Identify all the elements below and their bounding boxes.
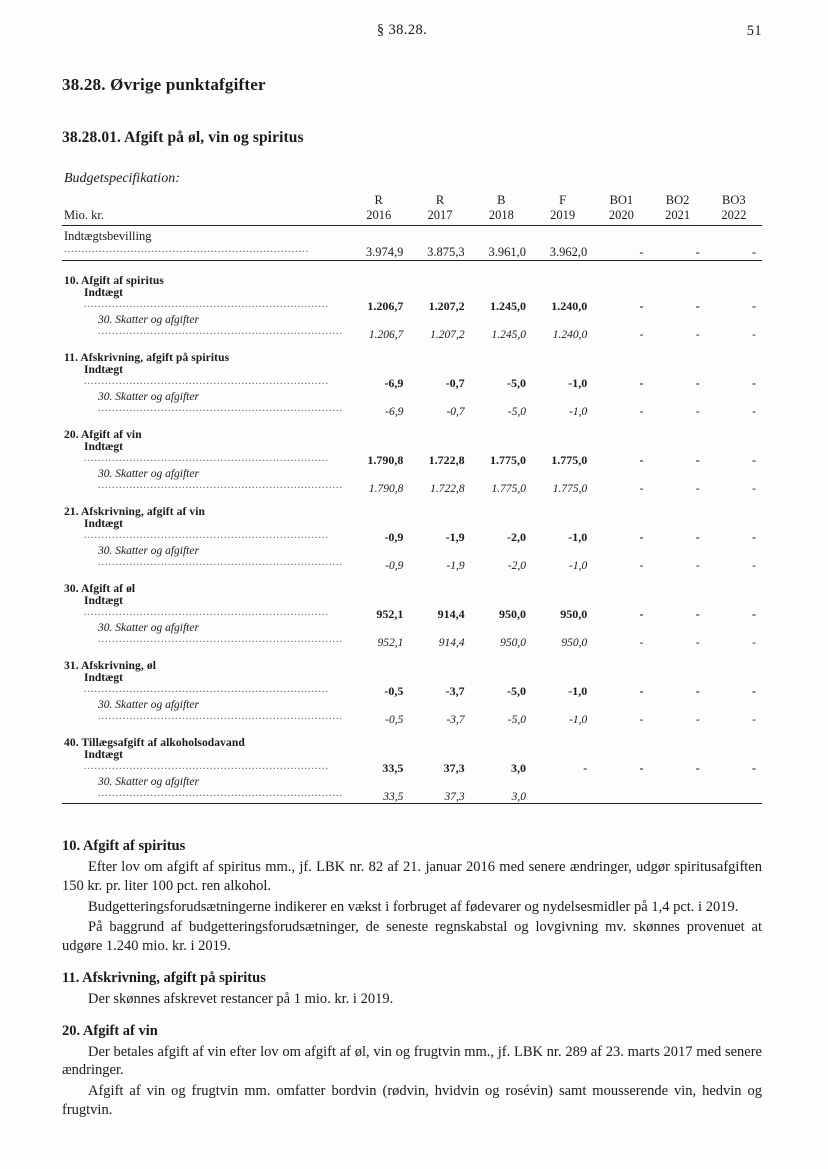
- page-content: [62, 22, 762, 1122]
- table-rule-bottom: [62, 804, 762, 808]
- table-cell-value: [348, 418, 409, 441]
- table-row: [62, 622, 762, 649]
- prose-paragraph: Afgift af vin og frugtvin mm. omfatter bordvin (rødvin, hvidvin og rosévin) samt mousserende vin, hedvin og frugtvin.: [62, 1083, 762, 1119]
- leader-dots: ......................................................................: [84, 299, 329, 310]
- table-cell-value: [532, 649, 593, 672]
- table-cell-value: -: [695, 245, 700, 259]
- table-cell-value: [650, 341, 706, 364]
- table-cell-value: -: [639, 245, 644, 259]
- table-cell-value: [706, 572, 762, 595]
- table-cell-value: [532, 418, 593, 441]
- table-cell-value: -: [583, 761, 588, 775]
- table-cell-value: -: [639, 453, 644, 467]
- table-cell-value: -: [752, 637, 756, 649]
- table-row-group-header: [62, 572, 762, 595]
- table-cell-value: [593, 341, 649, 364]
- table-cell-value: [706, 418, 762, 441]
- table-row-group-header: [62, 264, 762, 287]
- table-cell-value: 3.875,3: [427, 245, 465, 259]
- table-row-group-header: [62, 649, 762, 672]
- table-cell-value: -3,7: [445, 684, 465, 698]
- table-row: [62, 314, 762, 341]
- table-cell-value: -1,0: [569, 406, 588, 418]
- table-cell-value: 1.790,8: [367, 453, 404, 467]
- table-cell-value: -: [639, 329, 644, 341]
- table-cell-value: -6,9: [384, 376, 404, 390]
- table-cell-value: -1,9: [446, 560, 465, 572]
- table-row: [62, 364, 762, 391]
- leader-dots: ......................................................................: [98, 403, 343, 414]
- table-cell-value: -: [695, 607, 700, 621]
- table-cell-value: 1.722,8: [428, 453, 465, 467]
- prose-heading: 10. Afgift af spiritus: [62, 838, 186, 854]
- table-cell-value: 1.245,0: [491, 329, 526, 341]
- row-label: Indtægt......................................................................: [84, 518, 329, 541]
- column-header-top: F: [559, 193, 567, 207]
- column-header-year: 2021: [665, 208, 691, 222]
- table-cell-value: [348, 572, 409, 595]
- table-row: [62, 699, 762, 726]
- prose-container: [62, 837, 762, 1120]
- prose-paragraph: Der skønnes afskrevet restancer på 1 mio. kr. i 2019.: [88, 990, 394, 1007]
- leader-dots: ......................................................................: [98, 480, 343, 491]
- table-cell-value: -0,7: [446, 406, 465, 418]
- table-cell-value: [471, 649, 532, 672]
- table-cell-value: [650, 776, 706, 804]
- table-cell-value: [650, 264, 706, 287]
- leader-dots: ......................................................................: [84, 607, 329, 618]
- table-cell-value: [706, 776, 762, 804]
- table-cell-value: 33,5: [383, 791, 404, 803]
- row-label: Indtægt......................................................................: [84, 364, 329, 387]
- table-cell-value: 1.775,0: [489, 453, 526, 467]
- table-cell-value: -: [639, 637, 644, 649]
- table-cell-value: [593, 264, 649, 287]
- table-cell-value: [650, 495, 706, 518]
- table-row-group-header: [62, 418, 762, 441]
- rule-cell: [409, 804, 470, 808]
- prose-paragraph: På baggrund af budgetteringsforudsætninger, de seneste regnskabstal og lovgivning mv. skønnes provenuet at udgøre 1.240 mio. kr. i 2019.: [62, 919, 762, 955]
- prose-paragraph: Efter lov om afgift af spiritus mm., jf. LBK nr. 82 af 21. januar 2016 med senere ændringer, udgør spiritusafgiften 150 kr. pr. liter 100 pct. ren alkohol.: [62, 858, 762, 894]
- table-cell-value: [650, 649, 706, 672]
- table-cell-value: -0,9: [385, 560, 404, 572]
- table-cell-value: [593, 418, 649, 441]
- budget-table: [62, 193, 762, 807]
- table-cell-value: 1.240,0: [551, 299, 588, 313]
- table-cell-value: -: [695, 483, 700, 495]
- table-cell-value: [706, 649, 762, 672]
- table-cell-value: 3,0: [510, 761, 526, 775]
- leader-dots: ......................................................................: [98, 326, 343, 337]
- table-cell-value: 1.790,8: [368, 483, 404, 495]
- column-header-year: 2020: [608, 208, 634, 222]
- table-row-group-header: [62, 495, 762, 518]
- leader-dots: ......................................................................: [98, 711, 343, 722]
- table-cell-value: 1.722,8: [430, 483, 465, 495]
- table-row: [62, 441, 762, 468]
- table-cell-value: -: [695, 299, 700, 313]
- table-cell-value: -: [752, 761, 756, 775]
- table-cell-value: 950,0: [500, 637, 526, 649]
- row-label: 30. Skatter og afgifter......................................................................: [98, 314, 343, 337]
- column-header-year: 2018: [488, 208, 514, 222]
- table-cell-value: -: [695, 376, 700, 390]
- table-cell-value: 37,3: [444, 791, 465, 803]
- table-cell-value: [471, 495, 532, 518]
- row-label: Indtægt......................................................................: [84, 441, 329, 464]
- table-cell-value: -0,5: [384, 684, 404, 698]
- unit-label: Mio. kr.: [64, 208, 104, 222]
- table-cell-value: -: [752, 329, 756, 341]
- group-header-label: 30. Afgift af øl: [64, 583, 136, 595]
- column-header-year: 2017: [427, 208, 453, 222]
- table-cell-value: 1.206,7: [367, 299, 404, 313]
- group-header-label: 40. Tillægsafgift af alkoholsodavand: [64, 737, 245, 749]
- table-row: [62, 287, 762, 314]
- column-header-top: BO1: [609, 193, 634, 207]
- table-cell-value: -: [752, 406, 756, 418]
- table-cell-value: 1.240,0: [552, 329, 588, 341]
- table-cell-value: [409, 572, 470, 595]
- leader-dots: ......................................................................: [84, 376, 329, 387]
- table-cell-value: -: [639, 714, 644, 726]
- rule-cell: [471, 804, 532, 808]
- table-cell-value: 950,0: [560, 607, 588, 621]
- subchapter-heading: 38.28.01. Afgift på øl, vin og spiritus: [62, 129, 304, 146]
- table-row: [62, 595, 762, 622]
- table-cell-value: -: [751, 245, 756, 259]
- row-label: Indtægt......................................................................: [84, 595, 329, 618]
- table-cell-value: [532, 495, 593, 518]
- table-cell-value: -: [752, 560, 756, 572]
- table-cell-value: -: [695, 714, 700, 726]
- table-row-group-header: [62, 341, 762, 364]
- leader-dots: ......................................................................: [84, 530, 329, 541]
- table-row-total: [62, 229, 762, 261]
- table-cell-value: 3.962,0: [549, 245, 588, 259]
- table-cell-value: -: [752, 376, 756, 390]
- table-cell-value: [409, 264, 470, 287]
- table-cell-value: 950,0: [561, 637, 588, 649]
- table-cell-value: 3.974,9: [365, 245, 404, 259]
- table-cell-value: -6,9: [385, 406, 404, 418]
- table-cell-value: 1.206,7: [368, 329, 404, 341]
- table-cell-value: -1,0: [568, 684, 588, 698]
- table-cell-value: -: [695, 761, 700, 775]
- row-label: Indtægt......................................................................: [84, 749, 329, 772]
- table-cell-value: [593, 726, 649, 749]
- table-cell-value: 1.207,2: [428, 299, 465, 313]
- table-cell-value: [348, 341, 409, 364]
- table-cell-value: [706, 726, 762, 749]
- table-cell-value: -: [639, 684, 644, 698]
- table-cell-value: [706, 264, 762, 287]
- table-cell-value: 1.775,0: [491, 483, 526, 495]
- table-cell-value: -: [639, 761, 644, 775]
- table-cell-value: [532, 264, 593, 287]
- table-cell-value: [593, 495, 649, 518]
- prose-heading: 11. Afskrivning, afgift på spiritus: [62, 970, 266, 987]
- table-cell-value: 1.775,0: [552, 483, 588, 495]
- prose-paragraph: Budgetteringsforudsætningerne indikerer en vækst i forbruget af fødevarer og nydelsesmidler på 1,4 pct. i 2019.: [88, 898, 739, 915]
- table-row: [62, 749, 762, 776]
- table-cell-value: -: [639, 376, 644, 390]
- table-cell-value: [348, 726, 409, 749]
- table-header-row-top: [62, 193, 762, 208]
- rule-cell: [650, 804, 706, 808]
- table-cell-value: 952,1: [376, 607, 404, 621]
- table-cell-value: [471, 418, 532, 441]
- table-cell-value: -: [695, 453, 700, 467]
- running-head: [62, 22, 762, 39]
- group-header-label: 20. Afgift af vin: [64, 429, 142, 441]
- table-cell-value: [593, 649, 649, 672]
- table-cell-value: [409, 418, 470, 441]
- table-cell-value: -1,0: [568, 376, 588, 390]
- leader-dots: ......................................................................: [98, 557, 343, 568]
- table-cell-value: -2,0: [506, 530, 526, 544]
- column-header-year: 2019: [550, 208, 576, 222]
- table-cell-value: [348, 495, 409, 518]
- table-cell-value: -5,0: [507, 714, 526, 726]
- table-cell-value: -5,0: [506, 684, 526, 698]
- row-label: 30. Skatter og afgifter......................................................................: [98, 622, 343, 645]
- table-cell-value: -: [639, 406, 644, 418]
- column-header-top: BO2: [665, 193, 690, 207]
- table-cell-value: -5,0: [506, 376, 526, 390]
- table-cell-value: -0,7: [445, 376, 465, 390]
- table-row: [62, 391, 762, 418]
- table-cell-value: [650, 572, 706, 595]
- table-cell-value: [706, 341, 762, 364]
- table-cell-value: -: [639, 483, 644, 495]
- table-cell-value: -: [752, 684, 756, 698]
- table-cell-value: 3.961,0: [488, 245, 526, 259]
- table-cell-value: -0,5: [385, 714, 404, 726]
- table-header-row-bottom: [62, 208, 762, 226]
- table-row: [62, 672, 762, 699]
- table-cell-value: [471, 264, 532, 287]
- leader-dots: ......................................................................: [98, 788, 343, 799]
- table-cell-value: -: [639, 299, 644, 313]
- table-cell-value: -: [695, 637, 700, 649]
- table-cell-value: [348, 649, 409, 672]
- group-header-label: 31. Afskrivning, øl: [64, 660, 157, 672]
- table-cell-value: -: [752, 483, 756, 495]
- table-cell-value: -: [639, 607, 644, 621]
- table-cell-value: -3,7: [446, 714, 465, 726]
- table-cell-value: -: [695, 329, 700, 341]
- table-cell-value: [409, 649, 470, 672]
- table-cell-value: -: [695, 406, 700, 418]
- row-label: 30. Skatter og afgifter......................................................................: [98, 391, 343, 414]
- table-cell-value: -1,9: [445, 530, 465, 544]
- table-cell-value: 1.775,0: [551, 453, 588, 467]
- column-header-top: B: [497, 193, 506, 207]
- chapter-heading: 38.28. Øvrige punktafgifter: [62, 75, 266, 94]
- table-row: [62, 518, 762, 545]
- table-cell-value: -0,9: [384, 530, 404, 544]
- table-cell-value: -: [695, 530, 700, 544]
- budget-specification-label: Budgetspecifikation:: [64, 171, 180, 186]
- table-cell-value: -1,0: [568, 530, 588, 544]
- prose-block: [62, 837, 762, 956]
- rule-cell: [532, 804, 593, 808]
- table-cell-value: 3,0: [511, 791, 526, 803]
- table-cell-value: [409, 726, 470, 749]
- table-cell-value: [650, 418, 706, 441]
- table-cell-value: -: [639, 560, 644, 572]
- table-row-group-header: [62, 726, 762, 749]
- rule-cell: [62, 804, 348, 808]
- table-cell-value: [532, 726, 593, 749]
- table-cell-value: [593, 572, 649, 595]
- column-header-top: R: [435, 193, 445, 207]
- column-header-top: BO3: [722, 193, 746, 207]
- group-header-label: 21. Afskrivning, afgift af vin: [64, 506, 206, 518]
- table-cell-value: [650, 726, 706, 749]
- table-cell-value: 33,5: [382, 761, 404, 775]
- table-cell-value: -: [639, 530, 644, 544]
- table-cell-value: [409, 495, 470, 518]
- table-cell-value: -2,0: [507, 560, 526, 572]
- table-cell-value: 37,3: [443, 761, 465, 775]
- table-cell-value: [532, 572, 593, 595]
- table-cell-value: -1,0: [569, 714, 588, 726]
- leader-dots: ......................................................................: [84, 684, 329, 695]
- table-cell-value: [471, 726, 532, 749]
- page-number: 51: [746, 23, 762, 39]
- table-cell-value: -: [752, 299, 756, 313]
- table-cell-value: -: [695, 560, 700, 572]
- row-label: Indtægt......................................................................: [84, 287, 329, 310]
- table-cell-value: [532, 341, 593, 364]
- table-row: [62, 545, 762, 572]
- header-spacer: [62, 193, 348, 208]
- table-row: [62, 468, 762, 495]
- table-cell-value: -1,0: [569, 560, 588, 572]
- table-cell-value: -: [752, 607, 756, 621]
- column-header-top: R: [374, 193, 383, 207]
- prose-paragraph: Der betales afgift af vin efter lov om afgift af øl, vin og frugtvin mm., jf. LBK nr. 289 af 23. marts 2017 med senere ændringer.: [62, 1043, 762, 1079]
- table-cell-value: 952,1: [377, 637, 404, 649]
- table-row: [62, 776, 762, 804]
- leader-dots: ......................................................................: [64, 244, 309, 255]
- table-cell-value: [471, 341, 532, 364]
- group-header-label: 11. Afskrivning, afgift på spiritus: [64, 352, 230, 364]
- row-label: Indtægt......................................................................: [84, 672, 329, 695]
- rule-cell: [706, 804, 762, 808]
- prose-block: [62, 1022, 762, 1120]
- table-cell-value: 950,0: [498, 607, 526, 621]
- table-cell-value: 914,4: [438, 637, 465, 649]
- row-label: 30. Skatter og afgifter......................................................................: [98, 776, 343, 799]
- prose-block: [62, 969, 762, 1009]
- table-cell-value: -: [752, 530, 756, 544]
- row-label: 30. Skatter og afgifter......................................................................: [98, 468, 343, 491]
- table-cell-value: 1.245,0: [489, 299, 526, 313]
- table-cell-value: 914,4: [437, 607, 465, 621]
- table-cell-value: 1.207,2: [430, 329, 465, 341]
- table-cell-value: [593, 776, 649, 804]
- column-header-year: 2016: [366, 208, 392, 222]
- column-header-year: 2022: [721, 208, 747, 222]
- row-label: 30. Skatter og afgifter......................................................................: [98, 545, 343, 568]
- table-cell-value: [471, 572, 532, 595]
- total-row-label: Indtægtsbevilling......................................................................: [64, 229, 309, 255]
- leader-dots: ......................................................................: [98, 634, 343, 645]
- rule-cell: [348, 804, 409, 808]
- group-header-label: 10. Afgift af spiritus: [64, 275, 164, 287]
- table-cell-value: [532, 776, 593, 804]
- rule-cell: [593, 804, 649, 808]
- leader-dots: ......................................................................: [84, 453, 329, 464]
- prose-heading: 20. Afgift af vin: [62, 1022, 158, 1039]
- running-head-section: § 38.28.: [376, 22, 428, 38]
- table-cell-value: -: [752, 453, 756, 467]
- row-label: 30. Skatter og afgifter......................................................................: [98, 699, 343, 722]
- table-cell-value: -5,0: [507, 406, 526, 418]
- table-cell-value: -: [695, 684, 700, 698]
- leader-dots: ......................................................................: [84, 761, 329, 772]
- table-cell-value: [706, 495, 762, 518]
- table-cell-value: [409, 341, 470, 364]
- table-cell-value: [348, 264, 409, 287]
- table-cell-value: -: [752, 714, 756, 726]
